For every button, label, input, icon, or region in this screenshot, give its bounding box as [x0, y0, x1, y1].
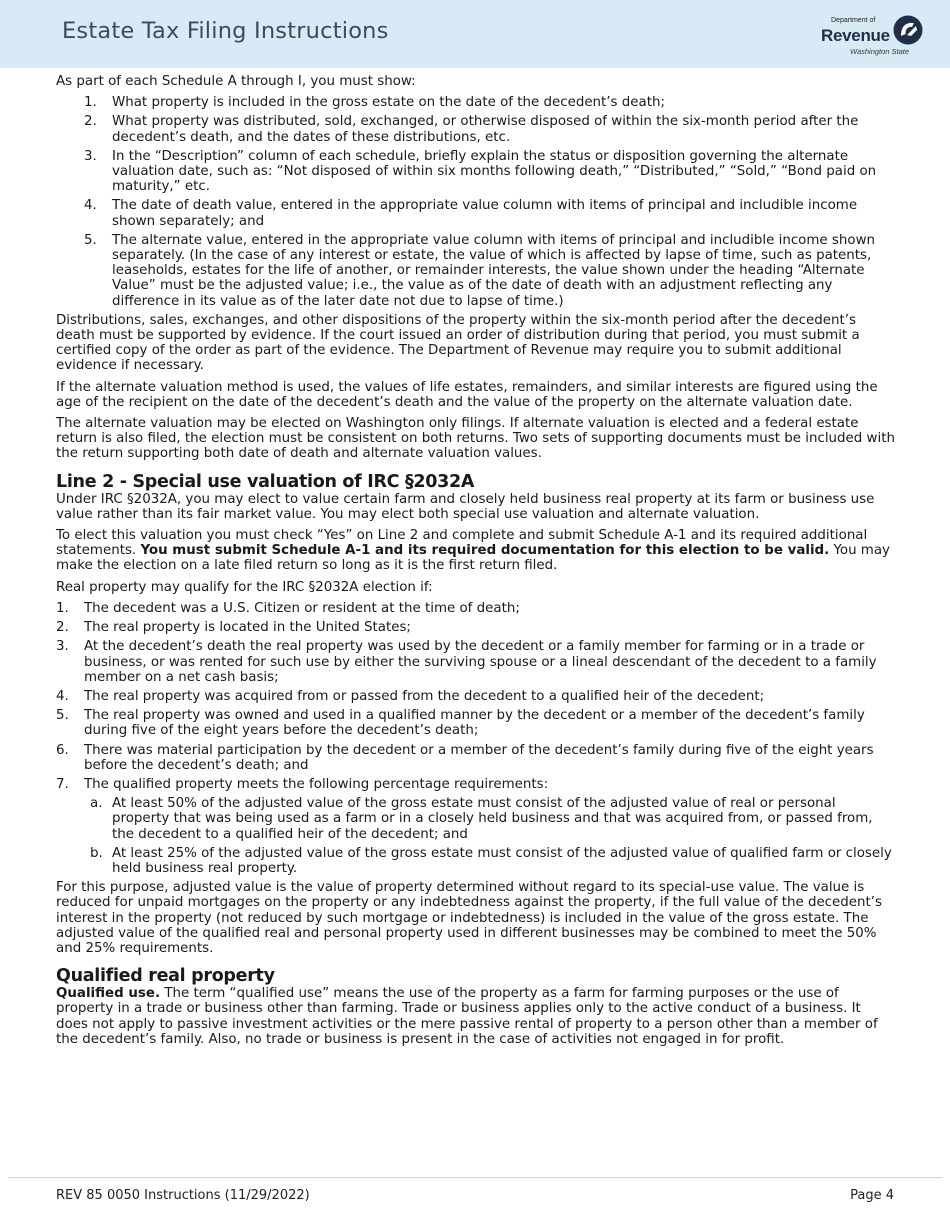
list-item: 4. The real property was acquired from or passed from the decedent to a qualified heir of the decedent;: [56, 688, 765, 704]
list-item: a. At least 50% of the adjusted value of the gross estate must consist of the adjusted value of real or personal property that was being used as a farm or in a closely held business and that was acquired from, or passed from, the decedent to a qualified heir of the decedent; and: [90, 796, 873, 842]
list-item: b. At least 25% of the adjusted value of the gross estate must consist of the adjusted value of qualified farm or closely held business real property.: [90, 845, 892, 876]
distributions-paragraph: Distributions, sales, exchanges, and other dispositions of the property within the six-month period after the decedent’s death must be supported by evidence. If the court issued an order of distribution during that period, you must submit a certified copy of the order as part of the evidence. The Department of Revenue may require you to submit additional evidence if necessary.: [56, 312, 860, 374]
line2-intro: Under IRC §2032A, you may elect to value certain farm and closely held business real property at its farm or business use value rather than its fair market value. You may elect both special use valuation and alternate valuation.: [56, 491, 875, 522]
adjusted-value-paragraph: For this purpose, adjusted value is the value of property determined without regard to its special-use value. The value is reduced for unpaid mortgages on the property or any indebtedness against the property, if the full value of the decedent’s interest in the property (not reduced by such mortgage or indebtedness) is included in the value of the gross estate. The adjusted value of the qualified real and personal property used in different businesses may be combined to meet the 50% and 25% requirements.: [56, 880, 882, 956]
show-list: [56, 95, 896, 309]
percentage-sublist: [56, 796, 896, 876]
document-title: Estate Tax Filing Instructions: [62, 18, 389, 44]
alternate-method-paragraph: If the alternate valuation method is used, the values of life estates, remainders, and similar interests are figured using the age of the recipient on the date of the decedent’s death and the value of the property on the alternate valuation date.: [56, 379, 878, 410]
list-item: 1. The decedent was a U.S. Citizen or resident at the time of death;: [56, 600, 520, 616]
list-item: 3. In the “Description” column of each schedule, briefly explain the status or disposition governing the alternate valuation date, such as: “Not disposed of within six months following death,” “Distributed,” “Sold,” “Bond paid on maturity,” etc.: [84, 148, 877, 195]
list-item: 2. The real property is located in the United States;: [56, 620, 411, 636]
list-item: 5. The alternate value, entered in the appropriate value column with items of principal and includible income shown separately. (In the case of any interest or estate, the value of which is affected by lapse of time, such as patents, leaseholds, estates for the life of another, or remainder interests, the value shown under the heading “Alternate Value” must be the adjusted value; i.e., the value as of the date of death with an adjustment reflecting any difference in its value as of the later date not due to lapse of time.): [84, 232, 876, 309]
intro-text: As part of each Schedule A through I, you must show:: [56, 74, 416, 89]
qualify-list: [56, 601, 896, 792]
logo-dept-text: Department of: [831, 17, 876, 24]
footer-divider: [8, 1177, 942, 1178]
alternate-elected-paragraph: The alternate valuation may be elected on Washington only filings. If alternate valuation is elected and a federal estate return is also filed, the election must be consistent on both returns. Two sets of supporting documents must be included with the return supporting both date of death and alternate valuation values.: [56, 416, 895, 462]
qualified-heading: Qualified real property: [56, 966, 275, 987]
list-item: 3. At the decedent’s death the real property was used by the decedent or a family member for farming or in a trade or business, or was rented for such use by either the surviving spouse or a lineal descendant of the decedent to a family member on a net cash basis;: [56, 639, 877, 685]
qualified-use-paragraph: Qualified use. The term “qualified use” means the use of the property as a farm for farming purposes or the use of property in a trade or business other than farming. Trade or business applies only to the active conduct of a business. It does not apply to passive investment activities or the mere passive rental of property to a person other than a member of the decedent’s family. Also, no trade or business is present in the case of activities not engaged in for profit.: [56, 986, 878, 1047]
footer-form-number: REV 85 0050 Instructions (11/29/2022): [56, 1188, 310, 1203]
footer-page-number: Page 4: [850, 1188, 894, 1203]
page-content: [56, 74, 896, 1053]
logo-revenue-text: Revenue: [821, 26, 890, 45]
list-item: 4. The date of death value, entered in the appropriate value column with items of principal and includible income shown separately; and: [84, 198, 858, 229]
page-header: [0, 0, 950, 68]
list-item: 1. What property is included in the gross estate on the date of the decedent’s death;: [84, 95, 665, 111]
logo-state-text: Washington State: [850, 47, 910, 56]
list-item: 2. What property was distributed, sold, exchanged, or otherwise disposed of within the six-month period after the decedent’s death, and the dates of these distributions, etc.: [84, 114, 859, 145]
line2-qualify-text: Real property may qualify for the IRC §2032A election if:: [56, 579, 433, 595]
line2-election-paragraph: To elect this valuation you must check “Yes” on Line 2 and complete and submit Schedule A-1 and its required additional statements. You must submit Schedule A-1 and its required documentation for this election to be valid. You may make the election on a late filed return so long as it is the first return filed.: [56, 528, 890, 574]
list-item: 5. The real property was owned and used in a qualified manner by the decedent or a member of the decedent’s family during five of the eight years before the decedent’s death;: [56, 708, 865, 739]
revenue-logo: [818, 14, 930, 58]
revenue-logo-mark-icon: [892, 14, 924, 46]
list-item: 6. There was material participation by the decedent or a member of the decedent’s family during five of the eight years before the decedent’s death; and: [56, 742, 874, 773]
line2-heading: Line 2 - Special use valuation of IRC §2032A: [56, 471, 475, 492]
list-item: 7. The qualified property meets the following percentage requirements:: [56, 776, 549, 792]
